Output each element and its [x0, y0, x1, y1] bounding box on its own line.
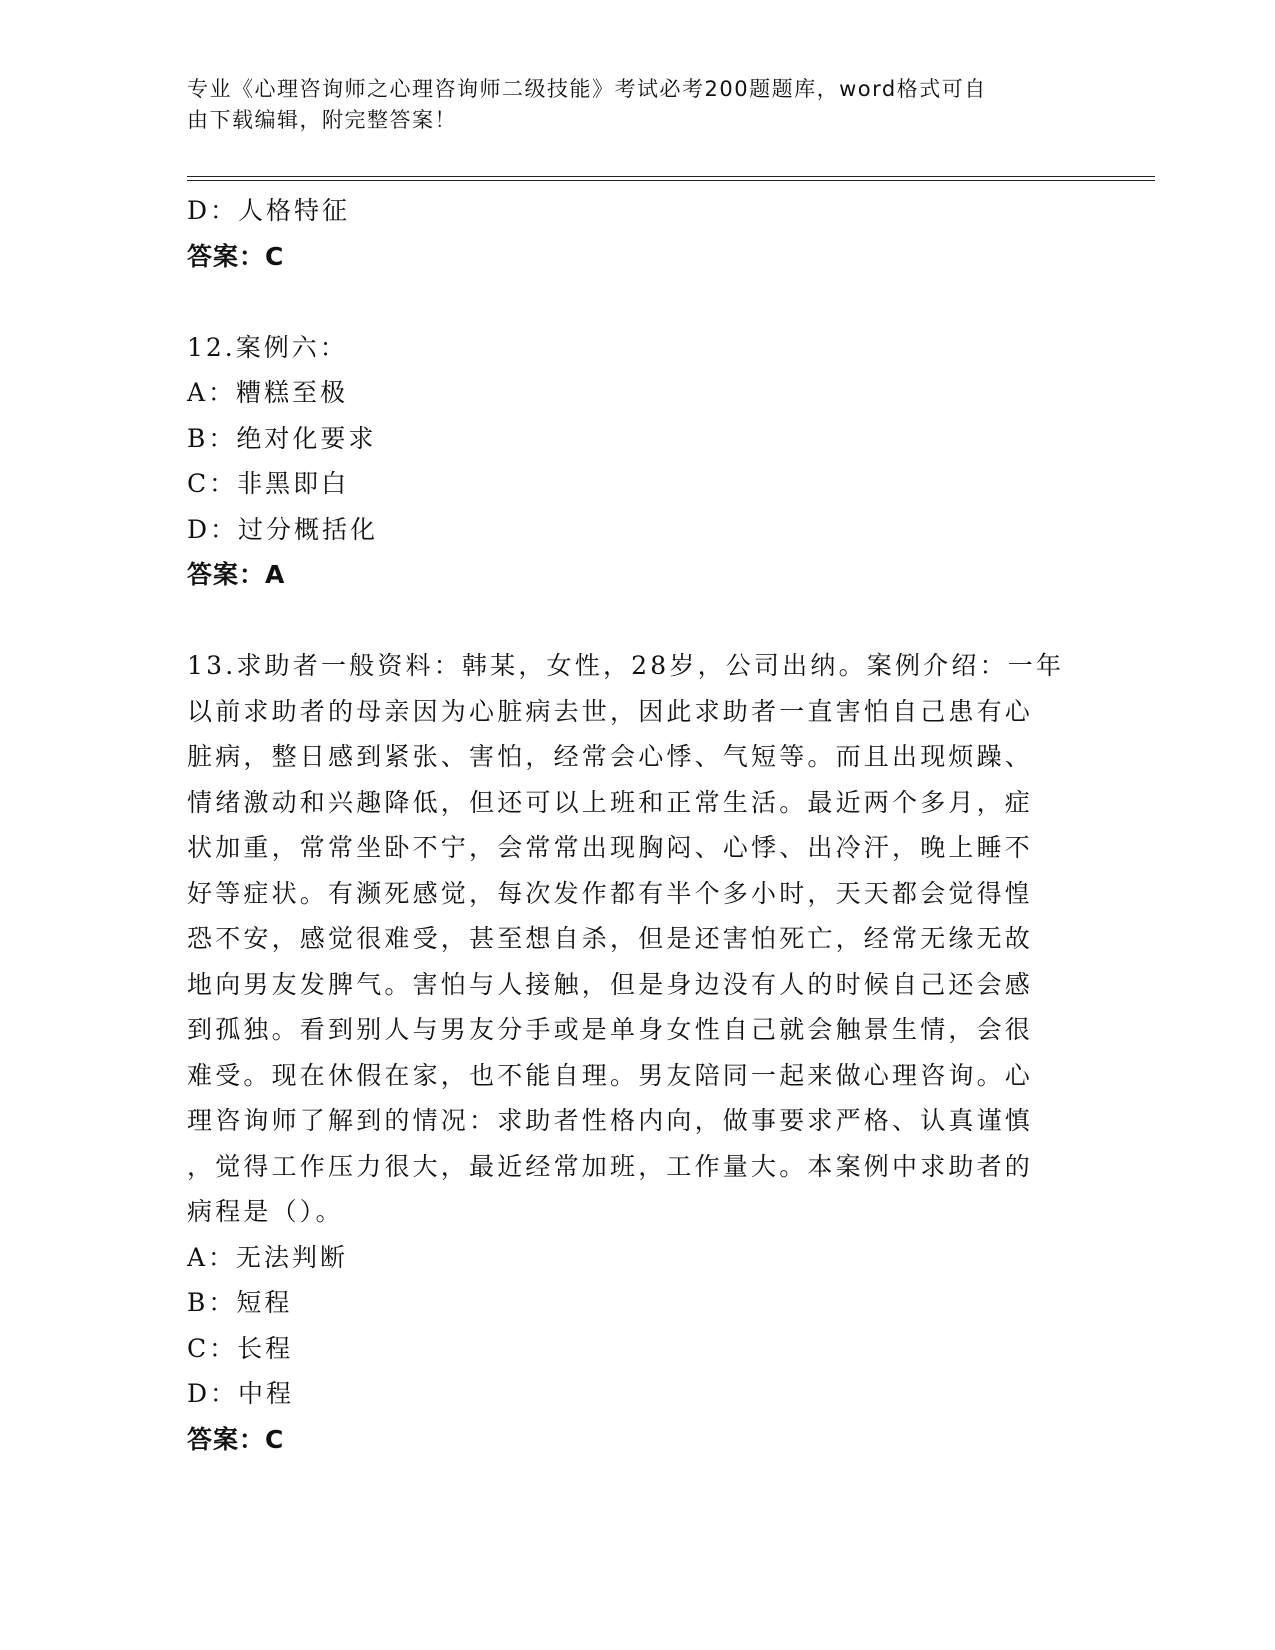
prev-answer: 答案：C: [187, 241, 285, 271]
document-body: [187, 188, 1087, 1462]
q12-option-d: D：过分概括化: [187, 514, 379, 544]
q13-stem-line: 难受。现在休假在家，也不能自理。男友陪同一起来做心理咨询。心: [187, 1060, 1034, 1090]
q13-stem: [187, 643, 1087, 1235]
q13-option-d: D：中程: [187, 1379, 295, 1408]
q12-stem: 12.案例六：: [187, 332, 348, 362]
spacer: [187, 598, 1087, 644]
q13-stem-line: 情绪激动和兴趣降低，但还可以上班和正常生活。最近两个多月，症: [187, 787, 1034, 817]
header-line-2: 由下载编辑，附完整答案！: [187, 108, 457, 132]
q12-option-c: C：非黑即白: [187, 469, 350, 498]
prev-option-d: D：人格特征: [187, 196, 351, 225]
q13-stem-line: 13.求助者一般资料：韩某，女性，28岁，公司出纳。案例介绍：一年: [187, 651, 1065, 680]
q12-option-b: B：绝对化要求: [187, 423, 377, 453]
q13-stem-line: 状加重，常常坐卧不宁，会常常出现胸闷、心悸、出冷汗，晚上睡不: [187, 833, 1034, 862]
q13-stem-line: ，觉得工作压力很大，最近经常加班，工作量大。本案例中求助者的: [187, 1151, 1034, 1181]
q12-answer: 答案：A: [187, 560, 286, 589]
q13-stem-line: 到孤独。看到别人与男友分手或是单身女性自己就会触景生情，会很: [187, 1015, 1034, 1044]
header-line-1: 专业《心理咨询师之心理咨询师二级技能》考试必考200题题库，word格式可自: [187, 77, 987, 101]
document-header: [187, 74, 1067, 136]
q13-stem-line: 好等症状。有濒死感觉，每次发作都有半个多小时，天天都会觉得惶: [187, 878, 1034, 908]
q13-stem-line: 恐不安，感觉很难受，甚至想自杀，但是还害怕死亡，经常无缘无故: [187, 924, 1034, 953]
q13-stem-line: 以前求助者的母亲因为心脏病去世，因此求助者一直害怕自己患有心: [187, 696, 1034, 726]
q13-answer: 答案：C: [187, 1424, 285, 1454]
q13-stem-line: 病程是（）。: [187, 1197, 344, 1226]
q13-option-c: C：长程: [187, 1333, 294, 1363]
q13-option-b: B：短程: [187, 1288, 293, 1317]
q13-option-a: A：无法判断: [187, 1242, 349, 1272]
spacer: [187, 279, 1087, 325]
header-divider-bottom: [187, 180, 1155, 181]
q12-option-a: A：糟糕至极: [187, 378, 349, 407]
q13-stem-line: 理咨询师了解到的情况：求助者性格内向，做事要求严格、认真谨慎: [187, 1106, 1034, 1135]
q13-stem-line: 脏病，整日感到紧张、害怕，经常会心悸、气短等。而且出现烦躁、: [187, 742, 1034, 771]
header-divider-top: [187, 176, 1155, 177]
q13-stem-line: 地向男友发脾气。害怕与人接触，但是身边没有人的时候自己还会感: [187, 969, 1034, 999]
